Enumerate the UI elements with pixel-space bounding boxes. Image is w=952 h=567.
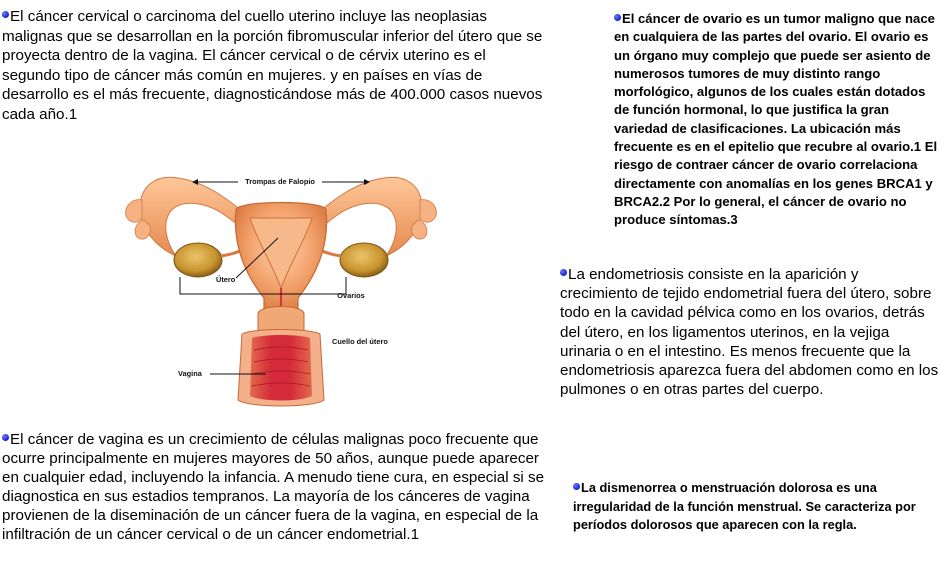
female-reproductive-system-diagram [118, 138, 444, 414]
cervix-label: Cuello del útero [332, 337, 388, 346]
endometriosis-text: La endometriosis consiste en la aparición y crecimiento de tejido endometrial fuera del útero, sobre todo en la cavidad pélvica como en los ovarios, detrás del útero, en los ligamentos uterinos, en la vejiga urinaria o en el intestino. Es menos frecuente que la endometriosis aparezca fuera del abdomen como en los pulmones o en otras partes del cuerpo. [560, 266, 939, 399]
endometriosis-paragraph [560, 265, 940, 399]
bullet-icon [614, 14, 621, 21]
vaginal-cancer-text: El cáncer de vagina es un crecimiento de células malignas poco frecuente que ocurre principalmente en mujeres mayores de 50 años, aunque puede aparecer en cualquier edad, incluyendo la infancia. A menudo tiene cura, en especial si se diagnostica en sus estadios tempranos. La mayoría de los cánceres de vagina provienen de la diseminación de un cáncer fuera de la vagina, en especial de la infiltración de un cáncer cervical o de un cáncer endometrial.1 [2, 431, 545, 544]
vaginal-cancer-paragraph [2, 430, 550, 545]
ovarian-cancer-text: El cáncer de ovario es un tumor maligno que nace en cualquiera de las partes del ovario. El ovario es un órgano muy complejo que puede ser asiento de numerosos tumores de muy distinto rango morfológico, algunos de los cuales están dotados de función hormonal, lo que justifica la gran variedad de clasificaciones. La ubicación más frecuente es en el epitelio que recubre al ovario.1 El riesgo de contraer cáncer de ovario correlaciona directamente con anomalías en los genes BRCA1 y BRCA2.2 Por lo general, el cáncer de ovario no produce síntomas.3 [614, 11, 938, 228]
cervical-cancer-text: El cáncer cervical o carcinoma del cuello uterino incluye las neoplasias malignas que se desarrollan en la porción fibromuscular inferior del útero que se proyecta dentro de la vagina. El cáncer cervical o de cérvix uterino es el segundo tipo de cáncer más común en mujeres. y en países en vías de desarrollo es el más frecuente, diagnosticándose más de 400.000 casos nuevos cada año.1 [2, 8, 543, 123]
bullet-icon [560, 269, 567, 276]
bullet-icon [2, 434, 9, 441]
vagina-label: Vagina [178, 369, 202, 378]
fallopian-tubes-label: Trompas de Falopio [245, 177, 315, 186]
ovarian-cancer-paragraph [614, 10, 944, 230]
dysmenorrhea-paragraph [573, 479, 945, 535]
uterus-label: Útero [216, 275, 236, 284]
bullet-icon [573, 483, 580, 490]
dysmenorrhea-text: La dismenorrea o menstruación dolorosa es una irregularidad de la función menstrual. Se caracteriza por períodos dolorosos que aparecen con la regla. [573, 480, 916, 532]
right-ovary [340, 243, 388, 277]
cervical-cancer-paragraph [2, 7, 547, 125]
vaginal-canal [250, 335, 312, 401]
left-ovary [174, 243, 222, 277]
ovaries-label: Ovarios [337, 291, 365, 300]
bullet-icon [2, 11, 9, 18]
